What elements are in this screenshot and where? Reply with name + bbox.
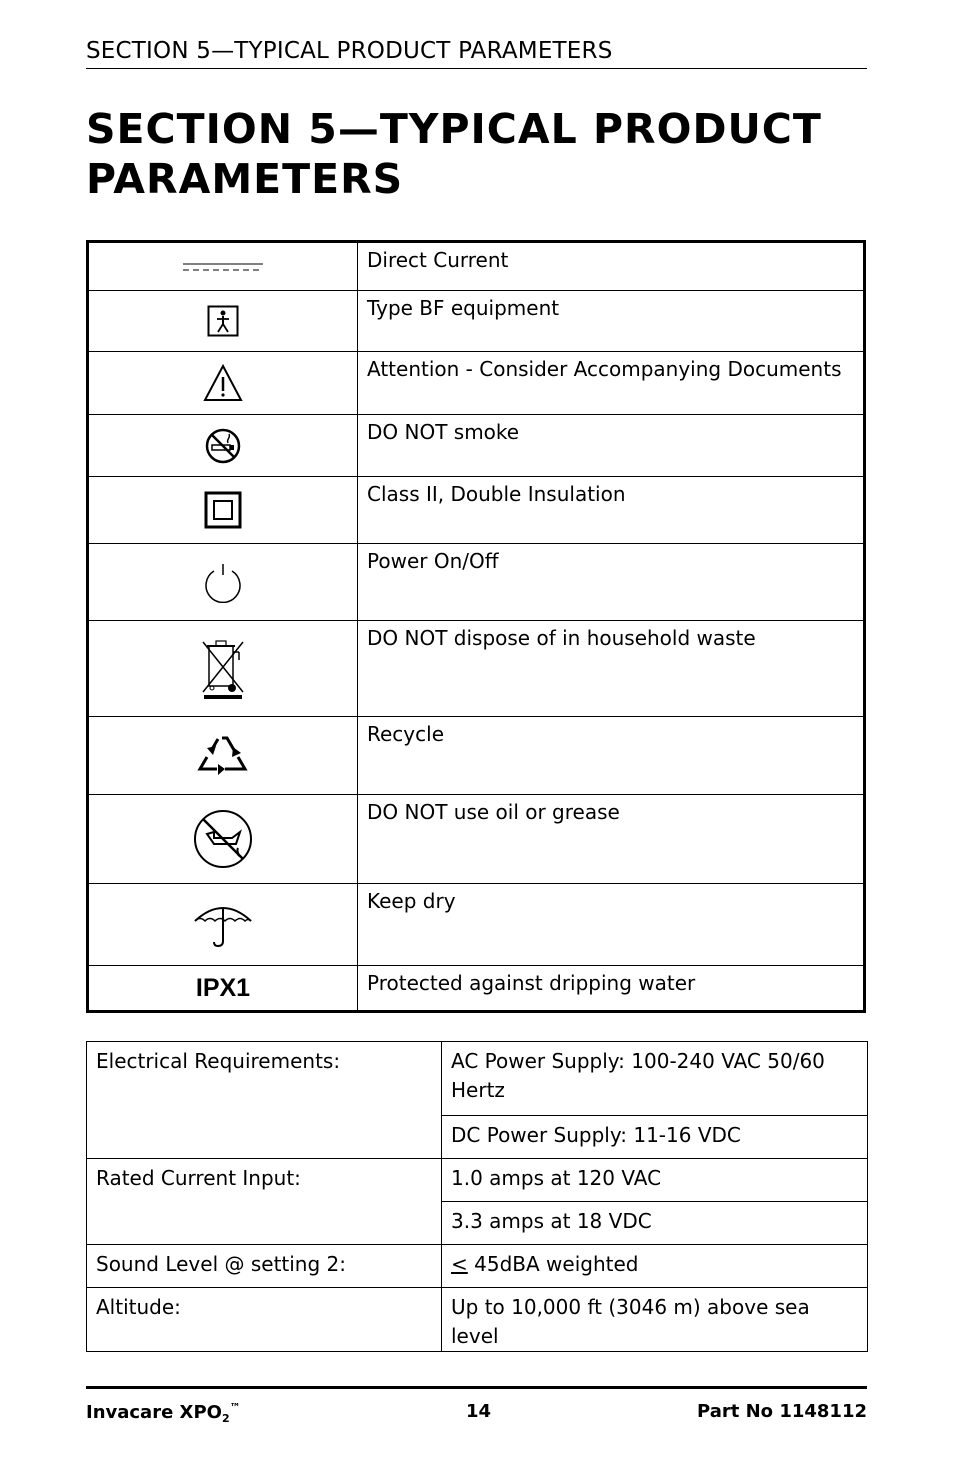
symbol-label: Direct Current <box>358 242 865 291</box>
crossed-bin-icon <box>201 638 245 700</box>
warning-triangle-icon <box>203 364 243 402</box>
spec-value: DC Power Supply: 11-16 VDC <box>442 1116 868 1159</box>
symbol-label: Recycle <box>358 717 865 795</box>
recycle-icon <box>197 733 249 779</box>
footer-product: Invacare $XPO_2™$ <box>86 1401 241 1425</box>
part-number: Part No 1148112 <box>697 1401 867 1422</box>
symbol-label: Type BF equipment <box>358 291 865 352</box>
no-smoking-icon <box>204 427 242 465</box>
symbol-label: Class II, Double Insulation <box>358 477 865 544</box>
spec-value <box>442 1245 868 1288</box>
symbol-row <box>88 795 865 884</box>
spec-row <box>87 1288 868 1352</box>
symbol-label: DO NOT smoke <box>358 415 865 477</box>
symbol-row <box>88 621 865 717</box>
no-oil-icon <box>192 808 254 870</box>
symbol-label: DO NOT dispose of in household waste <box>358 621 865 717</box>
symbol-row <box>88 544 865 621</box>
symbol-row <box>88 242 865 291</box>
symbol-row <box>88 884 865 966</box>
symbol-row <box>88 352 865 415</box>
spec-row <box>87 1245 868 1288</box>
spec-value: 1.0 amps at 120 VAC <box>442 1159 868 1202</box>
double-insulation-icon <box>204 491 242 529</box>
specifications-table <box>86 1041 868 1352</box>
page-title: SECTION 5—TYPICAL PRODUCT PARAMETERS <box>86 105 822 203</box>
spec-label: Electrical Requirements: <box>87 1042 442 1159</box>
spec-row <box>87 1042 868 1116</box>
running-header: SECTION 5—TYPICAL PRODUCT PARAMETERS <box>86 36 867 69</box>
symbol-label: Keep dry <box>358 884 865 966</box>
symbol-label: DO NOT use oil or grease <box>358 795 865 884</box>
symbol-row <box>88 717 865 795</box>
spec-value: 3.3 amps at 18 VDC <box>442 1202 868 1245</box>
spec-label: Sound Level @ setting 2: <box>87 1245 442 1288</box>
umbrella-icon <box>192 901 254 949</box>
spec-label: Altitude: <box>87 1288 442 1352</box>
symbol-row <box>88 415 865 477</box>
symbol-label: Attention - Consider Accompanying Documents <box>358 352 865 415</box>
spec-value: AC Power Supply: 100-240 VAC 50/60 Hertz <box>442 1042 868 1116</box>
symbol-row <box>88 477 865 544</box>
sound-value: 45dBA weighted <box>467 1252 639 1276</box>
less-equal-symbol: < <box>451 1252 468 1276</box>
spec-row <box>87 1159 868 1202</box>
ipx1-code: IPX1 <box>195 973 251 1002</box>
type-bf-icon <box>207 305 239 337</box>
symbols-table <box>86 240 866 1013</box>
symbol-row <box>88 966 865 1012</box>
direct-current-icon <box>181 261 265 273</box>
page-footer <box>86 1386 867 1425</box>
spec-label: Rated Current Input: <box>87 1159 442 1245</box>
symbol-row <box>88 291 865 352</box>
symbol-label: Power On/Off <box>358 544 865 621</box>
spec-value: Up to 10,000 ft (3046 m) above sea level <box>442 1288 868 1352</box>
power-icon <box>203 561 243 603</box>
symbol-label: Protected against dripping water <box>358 966 865 1012</box>
page-number: 14 <box>466 1401 492 1422</box>
